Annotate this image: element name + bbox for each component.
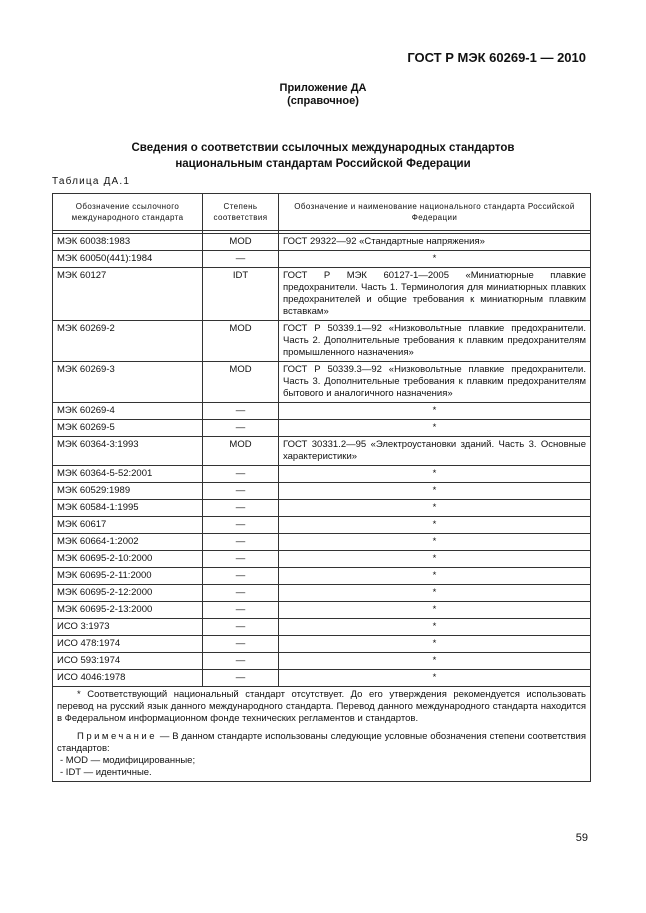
cell-international-standard: МЭК 60695-2-11:2000: [53, 568, 203, 585]
cell-national-standard: *: [279, 585, 591, 602]
cell-degree: —: [203, 568, 279, 585]
section-title-line-2: национальным стандартам Российской Федерации: [175, 158, 471, 170]
table-footnote-row: [53, 687, 591, 782]
header-degree-of-correspondence: Степень соответствия: [203, 194, 279, 231]
cell-degree: MOD: [203, 362, 279, 403]
cell-international-standard: МЭК 60269-4: [53, 403, 203, 420]
section-title-line-1: Сведения о соответствии ссылочных международных стандартов: [131, 142, 515, 154]
cell-international-standard: ИСО 478:1974: [53, 636, 203, 653]
cell-national-standard: *: [279, 602, 591, 619]
cell-national-standard: ГОСТ 29322—92 «Стандартные напряжения»: [279, 234, 591, 251]
cell-national-standard: *: [279, 517, 591, 534]
cell-international-standard: МЭК 60695-2-13:2000: [53, 602, 203, 619]
cell-degree: —: [203, 420, 279, 437]
cell-degree: —: [203, 466, 279, 483]
table-row: [53, 517, 591, 534]
cell-national-standard: *: [279, 420, 591, 437]
correspondence-table: [52, 193, 591, 782]
cell-national-standard: *: [279, 551, 591, 568]
cell-international-standard: МЭК 60127: [53, 268, 203, 321]
cell-degree: —: [203, 517, 279, 534]
table-row: [53, 670, 591, 687]
table-row: [53, 403, 591, 420]
document-header: ГОСТ Р МЭК 60269-1 — 2010: [407, 50, 586, 65]
cell-degree: —: [203, 534, 279, 551]
cell-national-standard: *: [279, 251, 591, 268]
cell-degree: MOD: [203, 321, 279, 362]
table-row: [53, 321, 591, 362]
cell-degree: MOD: [203, 234, 279, 251]
cell-national-standard: *: [279, 534, 591, 551]
table-row: [53, 420, 591, 437]
cell-degree: —: [203, 585, 279, 602]
cell-national-standard: *: [279, 483, 591, 500]
note-item-idt: - IDT — идентичные.: [60, 767, 152, 778]
table-footnote-cell: [53, 687, 591, 782]
header-national-standard: Обозначение и наименование национального стандарта Российской Федерации: [279, 194, 591, 231]
cell-degree: —: [203, 500, 279, 517]
cell-national-standard: ГОСТ Р 50339.1—92 «Низковольтные плавкие предохранители. Часть 2. Дополнительные требования к плавким предохранителям промышленного назначения»: [279, 321, 591, 362]
cell-national-standard: ГОСТ Р 50339.3—92 «Низковольтные плавкие предохранители. Часть 3. Дополнительные требования к плавким предохранителям бытового и аналогичного назначения»: [279, 362, 591, 403]
table-row: [53, 234, 591, 251]
annex-heading: [0, 82, 646, 108]
header-international-standard: Обозначение ссылочного международного стандарта: [53, 194, 203, 231]
cell-national-standard: *: [279, 653, 591, 670]
table-body: [53, 231, 591, 687]
note-text: — В данном стандарте использованы следующие условные обозначения степени соответствия стандартов:: [57, 731, 586, 754]
footnote-text: * Соответствующий национальный стандарт отсутствует. До его утверждения рекомендуется использовать перевод на русский язык данного международного стандарта. Перевод данного международного стандарта находится в Федеральном информационном фонде технических регламентов и стандартов.: [57, 689, 586, 724]
table-row: [53, 500, 591, 517]
cell-international-standard: МЭК 60529:1989: [53, 483, 203, 500]
note-paragraph: [57, 731, 586, 755]
cell-degree: —: [203, 483, 279, 500]
note-label: Примечание: [77, 731, 157, 742]
cell-international-standard: МЭК 60269-2: [53, 321, 203, 362]
cell-national-standard: *: [279, 619, 591, 636]
table-row: [53, 437, 591, 466]
table-label: Таблица ДА.1: [52, 176, 131, 187]
cell-degree: —: [203, 636, 279, 653]
table-row: [53, 636, 591, 653]
table-row: [53, 568, 591, 585]
cell-international-standard: МЭК 60364-3:1993: [53, 437, 203, 466]
table-row: [53, 251, 591, 268]
cell-degree: IDT: [203, 268, 279, 321]
cell-international-standard: МЭК 60038:1983: [53, 234, 203, 251]
cell-degree: —: [203, 602, 279, 619]
table-row: [53, 585, 591, 602]
cell-national-standard: *: [279, 636, 591, 653]
table-row: [53, 534, 591, 551]
cell-national-standard: *: [279, 568, 591, 585]
cell-international-standard: ИСО 4046:1978: [53, 670, 203, 687]
cell-international-standard: МЭК 60584-1:1995: [53, 500, 203, 517]
cell-national-standard: ГОСТ 30331.2—95 «Электроустановки зданий. Часть 3. Основные характеристики»: [279, 437, 591, 466]
cell-degree: MOD: [203, 437, 279, 466]
table-header-row: [53, 194, 591, 231]
table-row: [53, 268, 591, 321]
section-title: [0, 140, 646, 172]
cell-international-standard: МЭК 60269-5: [53, 420, 203, 437]
cell-international-standard: ИСО 593:1974: [53, 653, 203, 670]
cell-degree: —: [203, 619, 279, 636]
cell-national-standard: *: [279, 403, 591, 420]
cell-international-standard: ИСО 3:1973: [53, 619, 203, 636]
cell-degree: —: [203, 551, 279, 568]
table-row: [53, 551, 591, 568]
cell-international-standard: МЭК 60364-5-52:2001: [53, 466, 203, 483]
cell-degree: —: [203, 670, 279, 687]
table-row: [53, 362, 591, 403]
cell-degree: —: [203, 251, 279, 268]
table-row: [53, 619, 591, 636]
table-row: [53, 602, 591, 619]
table-row: [53, 653, 591, 670]
cell-national-standard: *: [279, 466, 591, 483]
cell-national-standard: *: [279, 500, 591, 517]
cell-degree: —: [203, 403, 279, 420]
cell-international-standard: МЭК 60664-1:2002: [53, 534, 203, 551]
table-row: [53, 483, 591, 500]
cell-national-standard: *: [279, 670, 591, 687]
cell-international-standard: МЭК 60050(441):1984: [53, 251, 203, 268]
cell-degree: —: [203, 653, 279, 670]
cell-international-standard: МЭК 60695-2-12:2000: [53, 585, 203, 602]
annex-subtitle: (справочное): [287, 95, 359, 107]
note-item-mod: - MOD — модифицированные;: [60, 755, 196, 766]
cell-international-standard: МЭК 60269-3: [53, 362, 203, 403]
cell-national-standard: ГОСТ Р МЭК 60127-1—2005 «Миниатюрные плавкие предохранители. Часть 1. Терминология для миниатюрных плавких предохранителей и общие требования к миниатюрным плавким вставкам»: [279, 268, 591, 321]
cell-international-standard: МЭК 60695-2-10:2000: [53, 551, 203, 568]
table-row: [53, 466, 591, 483]
annex-title: Приложение ДА: [279, 82, 367, 94]
cell-international-standard: МЭК 60617: [53, 517, 203, 534]
page-number: 59: [575, 832, 588, 844]
